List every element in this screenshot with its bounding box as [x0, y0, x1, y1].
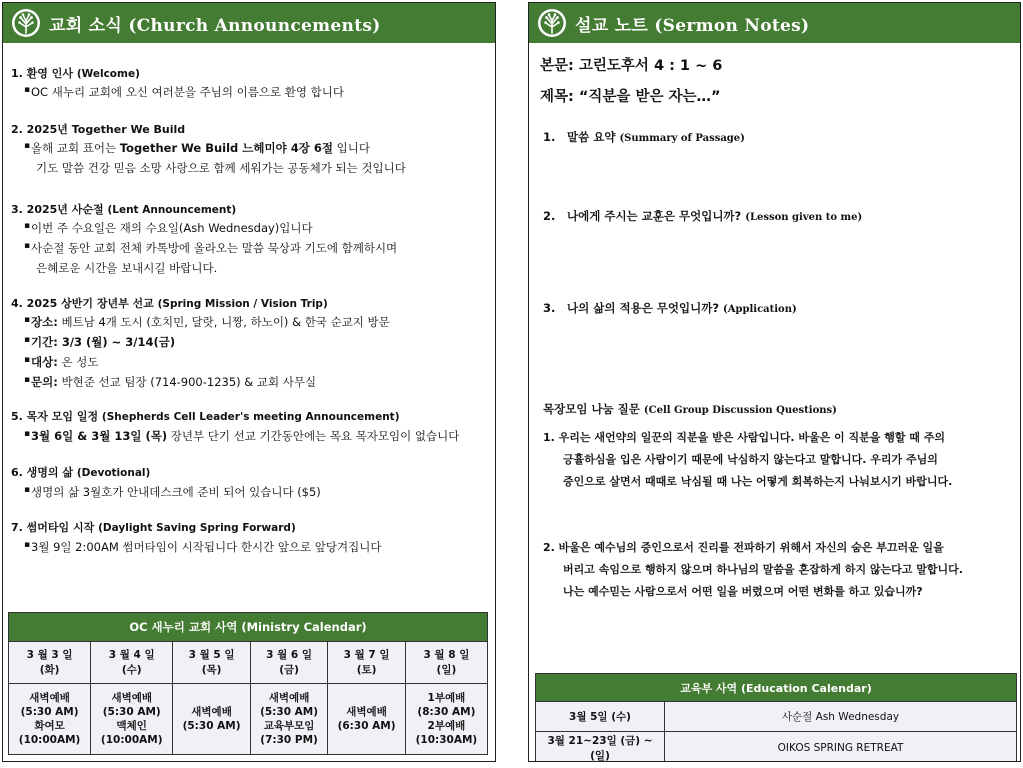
devotional-text: ▪ 생명의 삶 3월호가 안내데스크에 준비 되어 있습니다 ($5): [31, 484, 321, 500]
calendar-day-activities: 새벽예배 (5:30 AM) 교육부모임 (7:30 PM): [250, 684, 328, 755]
cell-group-question-1: 1. 우리는 새언약의 일꾼의 직분을 받은 사람입니다. 바울은 이 직분을 행할 때 주의 긍휼하심을 입은 사람이기 때문에 낙심하지 않는다고 말합니다. 우리가 주님의 증인으로 살면서 때때로 낙심될 때 나는 어떻게 회복하는지 나눠보시기 바랍니다.: [543, 431, 953, 488]
sermon-passage: 본문: 고린도후서 4 : 1 ~ 6: [540, 58, 723, 74]
calendar-day-header: 3 월 6 일 (금): [250, 642, 328, 684]
lent-text-1: ▪ 이번 주 수요일은 재의 수요일(Ash Wednesday)입니다: [31, 220, 313, 236]
mission-target: ▪ 대상: 온 성도: [31, 354, 98, 370]
welcome-text: ▪ OC 새누리 교회에 오신 여러분을 주님의 이름으로 환영 합니다: [31, 84, 344, 100]
lent-text-2: ▪ 사순절 동안 교회 전체 카톡방에 올라오는 말씀 묵상과 기도에 함께하시며: [31, 240, 397, 256]
church-tree-logo-icon: [11, 8, 41, 38]
church-tree-logo-icon: [537, 8, 567, 38]
sermon-title-header: 설교 노트 (Sermon Notes): [575, 15, 810, 36]
question-lesson: 2. 나에게 주시는 교훈은 무엇입니까? (Lesson given to me): [543, 209, 863, 223]
shepherds-text: ▪ 3월 6일 & 3월 13일 (목) 장년부 단기 선교 기간동안에는 목요 목자모임이 없습니다: [31, 428, 459, 444]
calendar-day-activities: 새벽예배 (5:30 AM): [173, 684, 251, 755]
education-calendar-row: [536, 702, 1017, 732]
question-application: 3. 나의 삶의 적용은 무엇입니까? (Application): [543, 301, 797, 315]
education-calendar-caption: 교육부 사역 (Education Calendar): [536, 674, 1017, 702]
calendar-day-activities: 새벽예배 (5:30 AM) 화여모 (10:00AM): [9, 684, 91, 755]
motto-text: ▪ 올해 교회 표어는 Together We Build 느헤미야 4장 6절 입니다: [31, 140, 370, 156]
section-mission-title: 4. 2025 상반기 장년부 선교 (Spring Mission / Vision Trip): [11, 297, 328, 310]
cell-group-question-2: 2. 바울은 예수님의 증인으로서 진리를 전파하기 위해서 자신의 숨은 부끄러운 일을 버리고 속임으로 행하지 않으며 하나님의 말씀을 혼잡하게 하지 않는다고 말합니다. 나는 예수믿는 사람으로서 어떤 일을 버렸으며 어떤 변화를 하고 있습니까?: [543, 541, 963, 598]
education-calendar-row: [536, 732, 1017, 763]
dst-text: ▪ 3월 9일 2:00AM 썸머타임이 시작됩니다 한시간 앞으로 앞당겨집니다: [31, 539, 381, 555]
calendar-day-header: 3 월 3 일 (화): [9, 642, 91, 684]
motto-text-cont: 기도 말씀 건강 믿음 소망 사랑으로 함께 세워가는 공동체가 되는 것입니다: [36, 161, 406, 175]
calendar-day-header: 3 월 8 일 (일): [405, 642, 487, 684]
calendar-day-activities: 새벽예배 (6:30 AM): [328, 684, 406, 755]
mission-place: ▪ 장소: 베트남 4개 도시 (호치민, 달랏, 니짱, 하노이) & 한국 순교지 방문: [31, 314, 390, 330]
sermon-title: 제목: “직분을 받은 자는…”: [540, 89, 721, 105]
section-together-title: 2. 2025년 Together We Build: [11, 123, 186, 136]
section-devotional-title: 6. 생명의 삶 (Devotional): [11, 466, 151, 479]
section-shepherds-title: 5. 목자 모임 일정 (Shepherds Cell Leader's meeting Announcement): [11, 410, 400, 423]
question-summary: 1. 말씀 요약 (Summary of Passage): [543, 130, 745, 144]
education-date: 3월 21~23일 (금) ~ (일): [536, 732, 665, 763]
lent-text-3: 은혜로운 시간을 보내시길 바랍니다.: [36, 261, 218, 275]
sermon-header: [529, 3, 1020, 43]
calendar-day-header: 3 월 5 일 (목): [173, 642, 251, 684]
mission-period: ▪ 기간: 3/3 (월) ~ 3/14(금): [31, 334, 175, 350]
education-event: OIKOS SPRING RETREAT: [665, 732, 1017, 763]
mission-contact: ▪ 문의: 박현준 선교 팀장 (714-900-1235) & 교회 사무실: [31, 374, 316, 390]
ministry-calendar: [8, 612, 488, 755]
announcements-title: 교회 소식 (Church Announcements): [49, 15, 381, 36]
education-calendar: [535, 673, 1017, 762]
ministry-calendar-caption: OC 새누리 교회 사역 (Ministry Calendar): [9, 613, 488, 642]
church-announcements-panel: [2, 2, 496, 762]
calendar-day-activities: 1부예배 (8:30 AM) 2부예배 (10:30AM): [405, 684, 487, 755]
section-welcome-title: 1. 환영 인사 (Welcome): [11, 67, 140, 80]
sermon-notes-panel: [528, 2, 1021, 762]
announcements-header: [3, 3, 495, 43]
section-dst-title: 7. 썸머타임 시작 (Daylight Saving Spring Forward): [11, 521, 296, 534]
calendar-day-header: 3 월 7 일 (토): [328, 642, 406, 684]
cell-group-heading: 목장모임 나눔 질문 (Cell Group Discussion Questions): [543, 402, 837, 416]
education-event: 사순절 Ash Wednesday: [665, 702, 1017, 732]
education-date: 3월 5일 (수): [536, 702, 665, 732]
calendar-day-activities: 새벽예배 (5:30 AM) 맥체인 (10:00AM): [91, 684, 173, 755]
section-lent-title: 3. 2025년 사순절 (Lent Announcement): [11, 203, 237, 216]
calendar-day-header: 3 월 4 일 (수): [91, 642, 173, 684]
